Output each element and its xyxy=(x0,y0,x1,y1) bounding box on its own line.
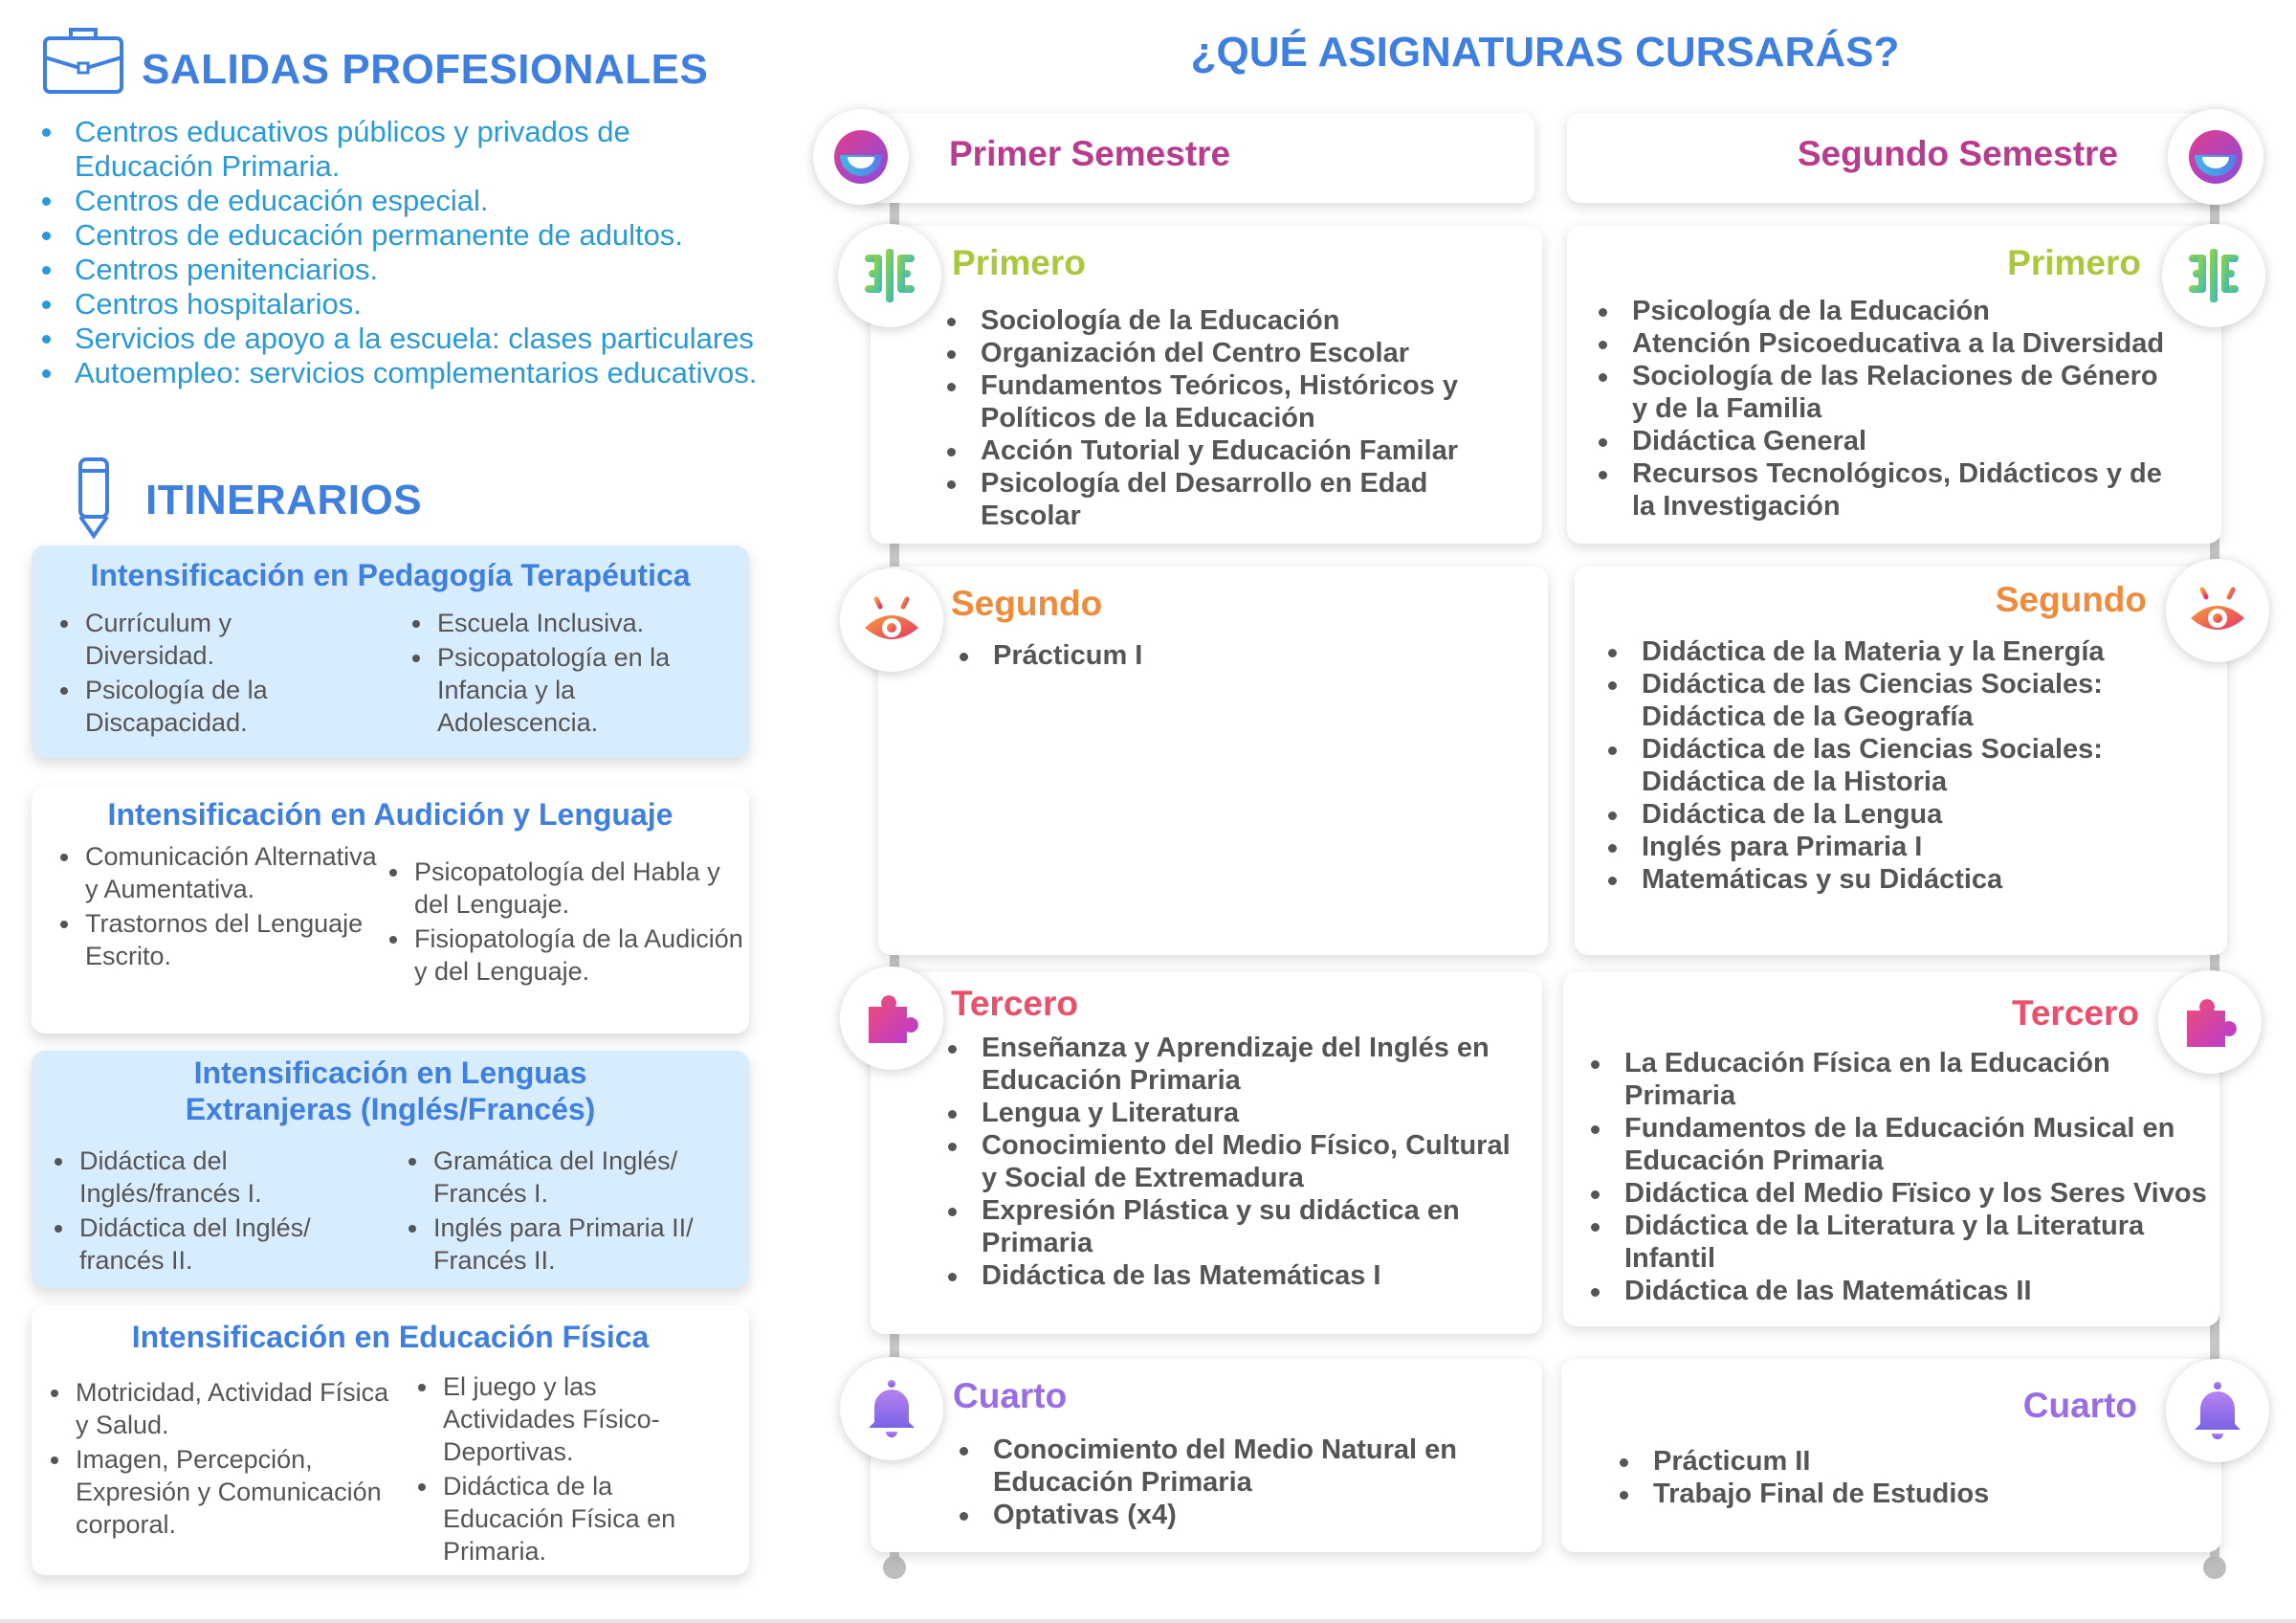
list-item: Psicología de la Discapacidad. xyxy=(58,674,364,739)
list-item: Servicios de apoyo a la escuela: clases particulares xyxy=(40,322,767,356)
year-label: Cuarto xyxy=(2022,1386,2137,1425)
subject-list xyxy=(1594,295,2168,522)
itinerario-list-right xyxy=(407,1145,741,1278)
brain-icon xyxy=(838,224,941,327)
list-item: Conocimiento del Medio Natural en Educación Primaria xyxy=(955,1434,1510,1499)
list-item: Escuela Inclusiva. xyxy=(410,607,726,639)
year-card-segundo-s2 xyxy=(1575,567,2227,955)
list-item: Acción Tutorial y Educación Familar xyxy=(942,434,1535,467)
salidas-header xyxy=(42,25,708,100)
list-item: Gramática del Inglés/ Francés I. xyxy=(407,1145,741,1210)
salidas-list xyxy=(40,115,767,390)
list-item: Imagen, Percepción, Expresión y Comunicación corporal. xyxy=(49,1443,403,1541)
list-item: Optativas (x4) xyxy=(955,1499,1510,1531)
itinerario-card-lenguas xyxy=(32,1051,749,1288)
itinerario-list-right xyxy=(416,1370,722,1569)
list-item: Currículum y Diversidad. xyxy=(58,607,364,672)
list-item: Trabajo Final de Estudios xyxy=(1615,1478,2151,1510)
list-item: Centros hospitalarios. xyxy=(40,287,767,322)
list-item: Didáctica del Medio Fïsico y los Seres Vivos xyxy=(1586,1177,2208,1210)
list-item: Organización del Centro Escolar xyxy=(942,337,1535,369)
list-item: Sociología de las Relaciones de Género y de la Familia xyxy=(1594,360,2168,425)
semester-header-2 xyxy=(1567,113,2239,203)
itinerario-title: Intensificación en Educación Física xyxy=(131,1320,650,1354)
list-item: Atención Psicoeducativa a la Diversidad xyxy=(1594,327,2168,360)
list-item: Motricidad, Actividad Física y Salud. xyxy=(49,1376,403,1441)
list-item: Fundamentos Teóricos, Históricos y Políticos de la Educación xyxy=(942,369,1535,434)
list-item: Psicología de la Educación xyxy=(1594,295,2168,327)
eye-icon xyxy=(840,568,943,672)
timeline-end-dot xyxy=(883,1556,906,1579)
semester-label: Segundo Semestre xyxy=(1797,134,2118,173)
subject-list xyxy=(943,1032,1517,1292)
list-item: Enseñanza y Aprendizaje del Inglés en Educación Primaria xyxy=(943,1032,1517,1097)
list-item: Didáctica de la Materia y la Energía xyxy=(1603,635,2139,668)
year-label: Primero xyxy=(952,243,1086,282)
list-item: Inglés para Primaria I xyxy=(1603,831,2139,863)
list-item: Comunicación Alternativa y Aumentativa. xyxy=(58,840,384,905)
subject-list xyxy=(1586,1047,2208,1307)
asignaturas-title: ¿QUÉ ASIGNATURAS CURSARÁS? xyxy=(1190,29,1900,76)
brain-icon xyxy=(2162,224,2265,327)
list-item: Didáctica de las Matemáticas II xyxy=(1586,1275,2208,1307)
timeline-end-dot xyxy=(2203,1556,2226,1579)
list-item: Didáctica de la Lengua xyxy=(1603,798,2139,831)
semester-icon xyxy=(2168,109,2263,205)
semester-icon xyxy=(813,109,909,205)
itinerario-title: Intensificación en Lenguas Extranjeras (Inglés/Francés) xyxy=(185,1056,596,1126)
itinerarios-header xyxy=(75,456,422,545)
itinerario-list-left xyxy=(49,1376,403,1543)
year-card-tercero-s2 xyxy=(1563,972,2219,1326)
year-card-primero-s2 xyxy=(1567,226,2221,544)
year-card-cuarto-s2 xyxy=(1561,1359,2221,1552)
semester-header-1 xyxy=(863,113,1534,203)
subject-list xyxy=(1615,1445,2151,1510)
subject-list xyxy=(942,304,1535,532)
list-item: Didáctica del Inglés/ francés II. xyxy=(53,1212,368,1277)
year-label: Primero xyxy=(2007,243,2141,282)
semester-label: Primer Semestre xyxy=(949,134,1231,173)
list-item: Autoempleo: servicios complementarios educativos. xyxy=(40,356,767,390)
list-item: Centros penitenciarios. xyxy=(40,253,767,287)
year-label: Tercero xyxy=(2012,993,2139,1033)
eye-icon xyxy=(2166,559,2269,662)
list-item: Matemáticas y su Didáctica xyxy=(1603,863,2139,896)
year-label: Cuarto xyxy=(953,1376,1068,1415)
list-item: Psicopatología del Habla y del Lenguaje. xyxy=(387,856,743,921)
list-item: Fundamentos de la Educación Musical en Educación Primaria xyxy=(1586,1112,2208,1177)
itinerarios-title: ITINERARIOS xyxy=(145,476,423,523)
list-item: Centros de educación permanente de adultos. xyxy=(40,218,767,253)
list-item: Didáctica de la Educación Física en Primaria. xyxy=(416,1470,722,1567)
bell-icon xyxy=(2166,1359,2269,1462)
list-item: Conocimiento del Medio Físico, Cultural y Social de Extremadura xyxy=(943,1129,1517,1194)
list-item: Sociología de la Educación xyxy=(942,304,1535,337)
year-card-cuarto-s1 xyxy=(871,1359,1542,1552)
subject-list xyxy=(955,639,1529,672)
itinerario-list-right xyxy=(410,607,726,741)
itinerario-list-left xyxy=(53,1145,368,1278)
list-item: Fisiopatología de la Audición y del Lenguaje. xyxy=(387,923,743,988)
list-item: Centros de educación especial. xyxy=(40,184,767,218)
year-card-primero-s1 xyxy=(871,226,1542,544)
bottom-divider xyxy=(0,1619,2296,1623)
list-item: Centros educativos públicos y privados de Educación Primaria. xyxy=(40,115,767,184)
year-card-tercero-s1 xyxy=(871,972,1542,1334)
year-label: Segundo xyxy=(1995,580,2147,619)
list-item: Trastornos del Lenguaje Escrito. xyxy=(58,907,384,972)
list-item: Didáctica de las Ciencias Sociales: Didáctica de la Historia xyxy=(1603,733,2139,798)
itinerario-card-educacion-fisica xyxy=(32,1305,749,1575)
subject-list xyxy=(955,1434,1510,1531)
itinerario-list-right xyxy=(387,856,743,989)
pencil-icon xyxy=(75,456,113,545)
itinerario-list-left xyxy=(58,840,384,974)
list-item: Prácticum II xyxy=(1615,1445,2151,1478)
list-item: Psicología del Desarrollo en Edad Escolar xyxy=(942,467,1535,532)
list-item: Lengua y Literatura xyxy=(943,1097,1517,1129)
list-item: Expresión Plástica y su didáctica en Primaria xyxy=(943,1194,1517,1259)
itinerario-card-pedagogia xyxy=(32,545,749,758)
list-item: Didáctica de la Literatura y la Literatura Infantil xyxy=(1586,1210,2208,1275)
salidas-title: SALIDAS PROFESIONALES xyxy=(142,45,709,93)
year-label: Segundo xyxy=(951,584,1103,623)
list-item: Inglés para Primaria II/ Francés II. xyxy=(407,1212,741,1277)
puzzle-icon xyxy=(840,967,943,1070)
itinerario-title: Intensificación en Pedagogía Terapéutica xyxy=(90,558,691,592)
list-item: Prácticum I xyxy=(955,639,1529,672)
list-item: Psicopatología en la Infancia y la Adolescencia. xyxy=(410,641,726,739)
year-card-segundo-s1 xyxy=(878,567,1548,955)
subject-list xyxy=(1603,635,2139,896)
list-item: Recursos Tecnológicos, Didácticos y de la Investigación xyxy=(1594,457,2168,522)
list-item: Didáctica de las Ciencias Sociales: Didáctica de la Geografía xyxy=(1603,668,2139,733)
list-item: Didáctica General xyxy=(1594,425,2168,457)
itinerario-list-left xyxy=(58,607,364,741)
itinerario-card-audicion xyxy=(32,787,749,1034)
year-label: Tercero xyxy=(951,984,1078,1023)
itinerario-title: Intensificación en Audición y Lenguaje xyxy=(107,797,673,832)
list-item: Didáctica de las Matemáticas I xyxy=(943,1259,1517,1292)
list-item: El juego y las Actividades Físico-Deportivas. xyxy=(416,1370,722,1468)
list-item: La Educación Física en la Educación Primaria xyxy=(1586,1047,2208,1112)
briefcase-icon xyxy=(42,25,124,100)
list-item: Didáctica del Inglés/francés I. xyxy=(53,1145,368,1210)
bell-icon xyxy=(840,1357,943,1460)
puzzle-icon xyxy=(2158,970,2262,1074)
